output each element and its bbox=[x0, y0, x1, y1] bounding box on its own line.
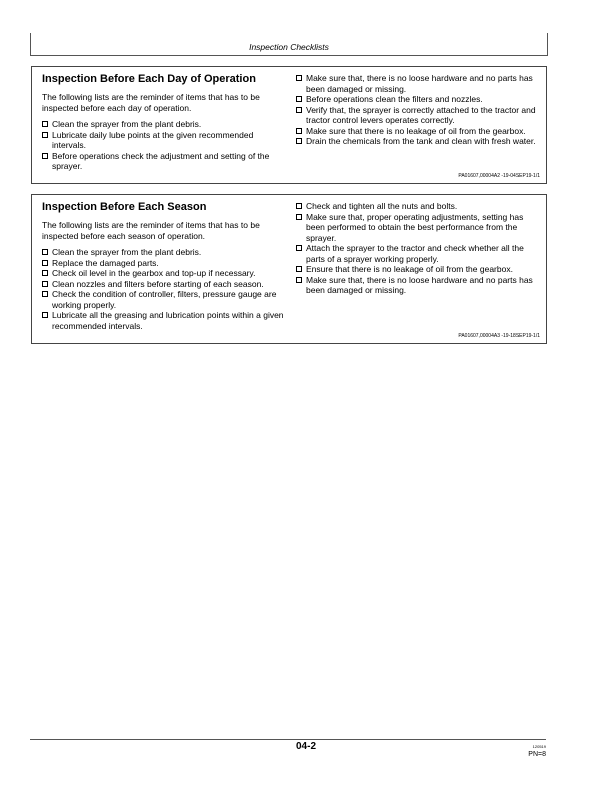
checklist-item: Before operations clean the filters and nozzles. bbox=[296, 94, 541, 105]
running-header bbox=[30, 33, 548, 56]
checklist-item: Lubricate all the greasing and lubrication points within a given recommended intervals. bbox=[42, 310, 287, 331]
left-column bbox=[42, 73, 287, 172]
checklist-item: Check oil level in the gearbox and top-up if necessary. bbox=[42, 268, 287, 279]
checkbox-icon bbox=[42, 312, 48, 318]
checkbox-icon bbox=[42, 281, 48, 287]
checkbox-icon bbox=[296, 245, 302, 251]
checkbox-icon bbox=[296, 107, 302, 113]
section-title: Inspection Before Each Day of Operation bbox=[42, 73, 256, 85]
checklist-item: Before operations check the adjustment and setting of the sprayer. bbox=[42, 151, 287, 172]
reference-code: PA01607,00004A3 -19-18SEP19-1/1 bbox=[458, 333, 540, 339]
checkbox-icon bbox=[296, 128, 302, 134]
footer-divider bbox=[30, 739, 546, 740]
checkbox-icon bbox=[296, 214, 302, 220]
checklist-item: Check the condition of controller, filters, pressure gauge are working properly. bbox=[42, 289, 287, 310]
checklist-item: Drain the chemicals from the tank and clean with fresh water. bbox=[296, 136, 541, 147]
checklist-item: Verify that, the sprayer is correctly attached to the tractor and tractor control levers operates correctly. bbox=[296, 105, 541, 126]
checkbox-icon bbox=[42, 249, 48, 255]
checklist-item: Lubricate daily lube points at the given recommended intervals. bbox=[42, 130, 287, 151]
checklist-item: Make sure that, there is no loose hardware and no parts has been damaged or missing. bbox=[296, 73, 541, 94]
checklist-item: Attach the sprayer to the tractor and check whether all the parts of a sprayer working properly. bbox=[296, 243, 541, 264]
checkbox-icon bbox=[296, 203, 302, 209]
checklist-item: Make sure that, proper operating adjustments, setting has been performed to obtain the best performance from the sprayer. bbox=[296, 212, 541, 244]
checkbox-icon bbox=[42, 121, 48, 127]
checklist-left bbox=[42, 247, 287, 331]
footer-pn: PN=8 bbox=[528, 751, 546, 758]
section-daily-inspection bbox=[31, 66, 547, 184]
checkbox-icon bbox=[296, 75, 302, 81]
section-intro: The following lists are the reminder of items that has to be inspected before each season of operation. bbox=[42, 220, 260, 241]
checklist-item: Check and tighten all the nuts and bolts. bbox=[296, 201, 541, 212]
section-intro: The following lists are the reminder of items that has to be inspected before each day of operation. bbox=[42, 92, 260, 113]
checklist-item: Replace the damaged parts. bbox=[42, 258, 287, 269]
checkbox-icon bbox=[296, 138, 302, 144]
checklist-item: Clean nozzles and filters before starting of each season. bbox=[42, 279, 287, 290]
reference-code: PA01607,00004A2 -19-04SEP19-1/1 bbox=[458, 173, 540, 179]
footer-date-code: 120519 bbox=[532, 744, 546, 749]
section-season-inspection bbox=[31, 194, 547, 344]
left-column bbox=[42, 201, 287, 331]
checklist-item: Clean the sprayer from the plant debris. bbox=[42, 247, 287, 258]
checkbox-icon bbox=[42, 260, 48, 266]
right-column bbox=[296, 201, 541, 296]
checklist-item: Ensure that there is no leakage of oil from the gearbox. bbox=[296, 264, 541, 275]
header-title: Inspection Checklists bbox=[249, 42, 329, 52]
checkbox-icon bbox=[42, 291, 48, 297]
checklist-item: Make sure that, there is no loose hardware and no parts has been damaged or missing. bbox=[296, 275, 541, 296]
section-title: Inspection Before Each Season bbox=[42, 201, 207, 213]
checkbox-icon bbox=[296, 96, 302, 102]
checklist-item: Make sure that there is no leakage of oil from the gearbox. bbox=[296, 126, 541, 137]
checkbox-icon bbox=[42, 153, 48, 159]
checkbox-icon bbox=[42, 270, 48, 276]
checklist-right bbox=[296, 73, 541, 147]
right-column bbox=[296, 73, 541, 147]
checkbox-icon bbox=[296, 266, 302, 272]
checkbox-icon bbox=[296, 277, 302, 283]
checklist-left bbox=[42, 119, 287, 172]
checkbox-icon bbox=[42, 132, 48, 138]
checklist-item: Clean the sprayer from the plant debris. bbox=[42, 119, 287, 130]
checklist-right bbox=[296, 201, 541, 296]
page-number: 04-2 bbox=[295, 741, 316, 752]
